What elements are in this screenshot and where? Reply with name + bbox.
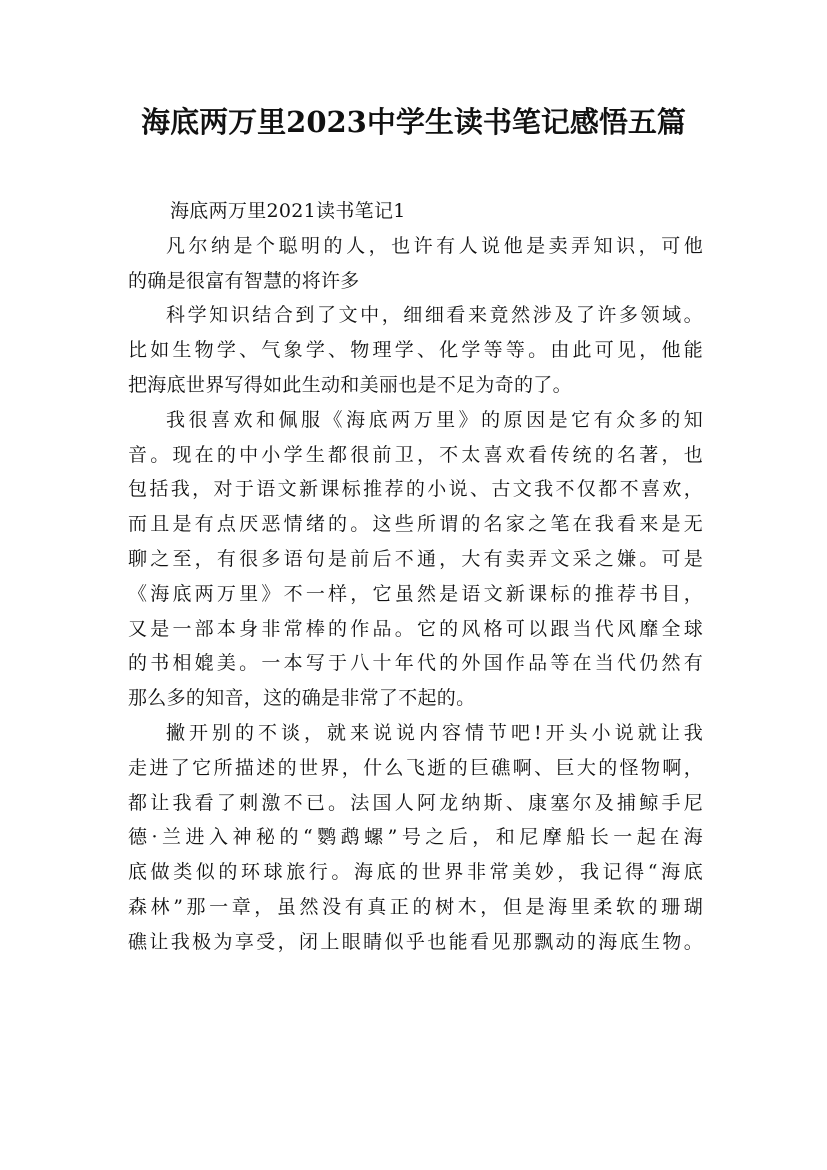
paragraph-line: 又是一部本身非常棒的作品。它的风格可以跟当代风靡全球 [128,617,703,640]
paragraph-line: 音。现在的中小学生都很前卫，不太喜欢看传统的名著，也 [128,443,703,466]
document-title: 海底两万里2023中学生读书笔记感悟五篇 [141,105,686,139]
paragraph-line: 撇开别的不谈，就来说说内容情节吧!开头小说就让我 [166,721,703,744]
paragraph-line: 森林”那一章，虽然没有真正的树木，但是海里柔软的珊瑚 [128,895,703,918]
paragraph-line: 而且是有点厌恶情绪的。这些所谓的名家之笔在我看来是无 [128,513,703,536]
paragraph-line: 底做类似的环球旅行。海底的世界非常美妙，我记得“海底 [128,861,703,884]
paragraph-line: 科学知识结合到了文中，细细看来竟然涉及了许多领域。 [166,304,703,327]
paragraph-line: 德·兰进入神秘的“鹦鹉螺”号之后，和尼摩船长一起在海 [128,826,703,849]
paragraph-line: 凡尔纳是个聪明的人，也许有人说他是卖弄知识，可他 [166,234,703,257]
paragraph-line: 的书相媲美。一本写于八十年代的外国作品等在当代仍然有 [128,652,703,675]
paragraph-line: 我很喜欢和佩服《海底两万里》的原因是它有众多的知 [166,408,703,431]
paragraph-line: 包括我，对于语文新课标推荐的小说、古文我不仅都不喜欢， [128,478,703,501]
paragraph-line: 的确是很富有智慧的将许多 [128,269,360,292]
paragraph-line: 走进了它所描述的世界，什么飞逝的巨礁啊、巨大的怪物啊， [128,756,703,779]
paragraph-line: 礁让我极为享受，闭上眼睛似乎也能看见那飘动的海底生物。 [128,930,703,953]
paragraph-line: 那么多的知音，这的确是非常了不起的。 [128,687,476,710]
paragraph-line: 比如生物学、气象学、物理学、化学等等。由此可见，他能 [128,339,703,362]
paragraph-line: 《海底两万里》不一样，它虽然是语文新课标的推荐书目， [128,582,703,605]
document-body [128,194,703,960]
paragraph-line: 聊之至，有很多语句是前后不通，大有卖弄文采之嫌。可是 [128,547,703,570]
paragraph-line: 都让我看了刺激不已。法国人阿龙纳斯、康塞尔及捕鲸手尼 [128,791,703,814]
section-heading: 海底两万里2021读书笔记1 [170,200,406,222]
paragraph-line: 把海底世界写得如此生动和美丽也是不足为奇的了。 [128,373,572,396]
